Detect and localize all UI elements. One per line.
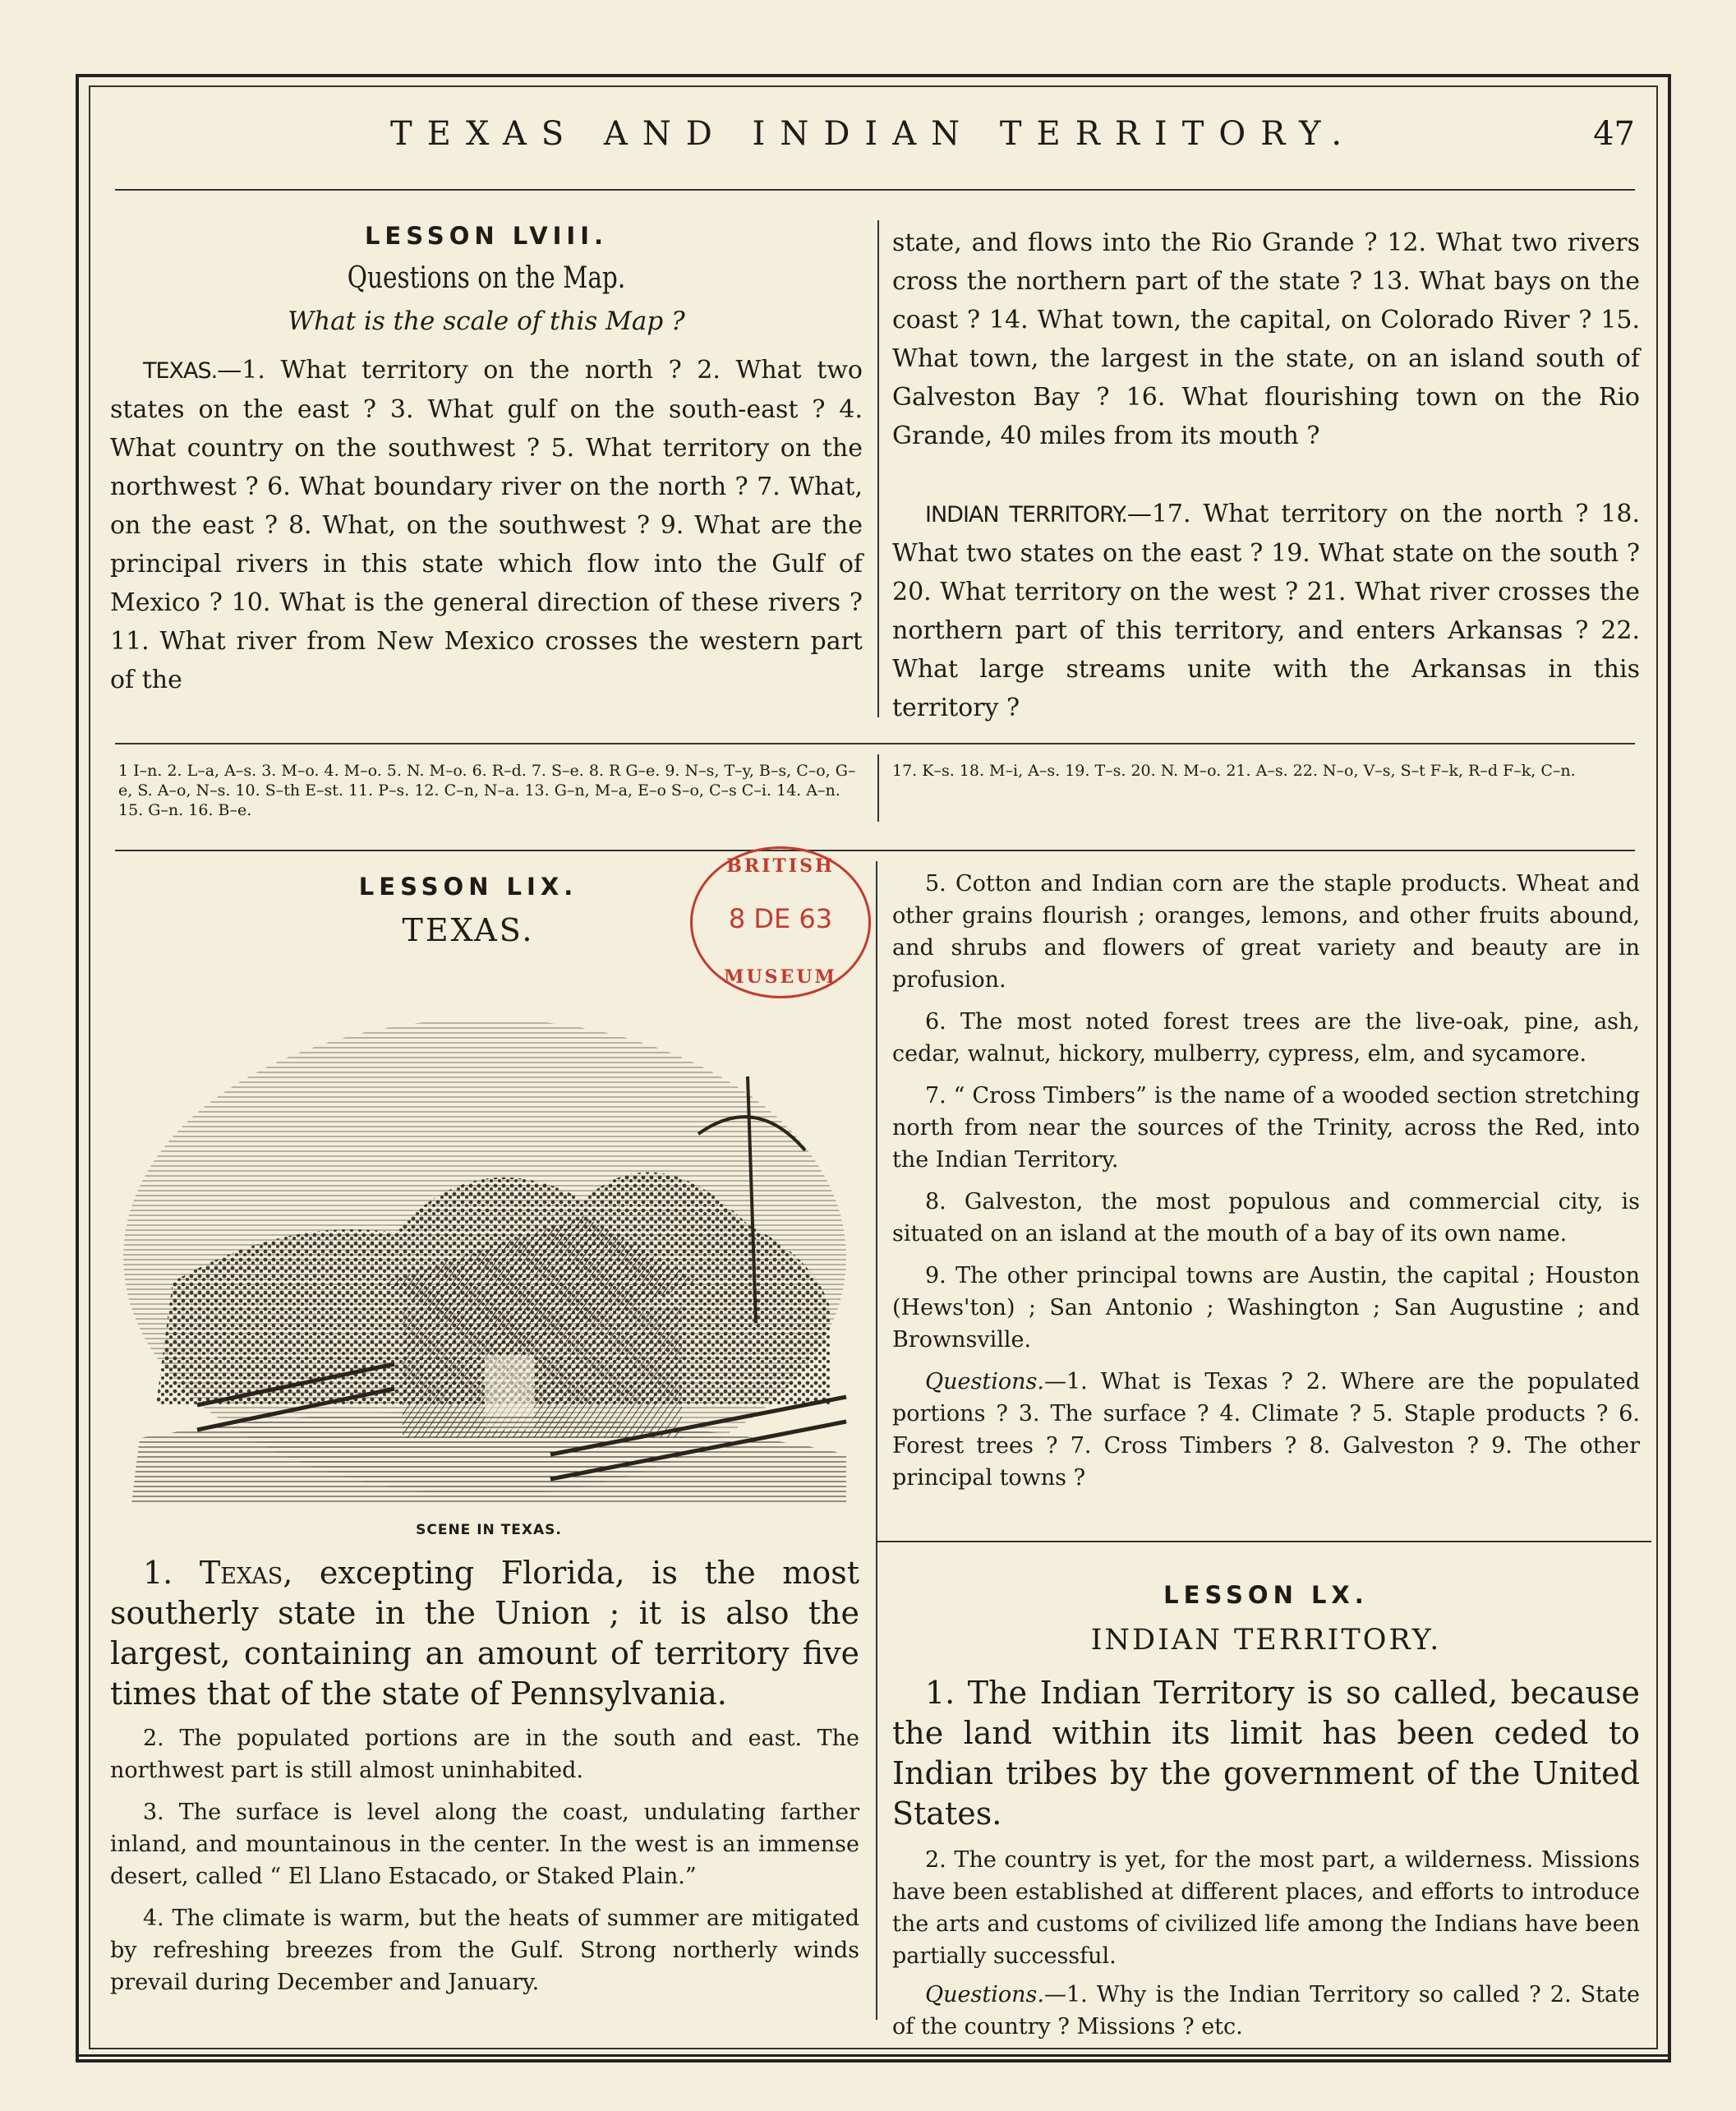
texas-questions-left: —1. What territory on the north ? 2. What two states on the east ? 3. What gulf on the south-east ? 4. What country on the southwest ? 5. What territory on the northwest ? 6. What boundary river on the north ? 7. What, on the east ? 8. What, on the southwest ? 9. What are the principal rivers in this state which flow into the Gulf of Mexico ? 10. What is the general direction of these rivers ? 11. What river from New Mexico crosses the western part of the [110,356,863,694]
texas-review-questions [892,1366,1640,1494]
lesson59-right-text [892,868,1640,1494]
texas-lead: TEXAS. [143,358,218,384]
scene-in-texas-engraving [123,1011,854,1504]
lesson60-rule [877,1541,1651,1542]
texas-questions-lead: Questions. [925,1369,1044,1394]
indian-paragraph-2: 2. The country is yet, for the most part, a wilderness. Missions have been established at different places, and efforts to introduce the arts and customs of civilized life among the Indians have been partially successful. [892,1847,1640,1969]
texas-paragraph-4: 4. The climate is warm, but the heats of summer are mitigated by refreshing breezes from the Gulf. Strong northerly winds prevail during December and January. [110,1906,859,1995]
texas-map-questions [110,351,863,699]
indian-lead: INDIAN TERRITORY. [925,502,1127,528]
stamp-bottom-text: MUSEUM [724,966,837,988]
lesson58-divider [877,220,879,717]
stamp-top-text: BRITISH [726,855,835,877]
british-museum-stamp [690,846,871,998]
texas-paragraph-6: 6. The most noted forest trees are the live-oak, pine, ash, cedar, walnut, hickory, mulberry, cypress, elm, and sycamore. [892,1009,1640,1067]
lesson58-left-column [110,222,863,699]
lesson60-title: INDIAN TERRITORY. [1090,1624,1442,1657]
indian-questions-text: —17. What territory on the north ? 18. What two states on the east ? 19. What state on the south ? 20. What territory on the west ? 21. What river crosses the northern part of this territory, and enters Arkansas ? 22. What large streams unite with the Arkansas in this territory ? [892,500,1640,722]
lesson58-right-column [892,224,1640,727]
texas-paragraph-9: 9. The other principal towns are Austin, the capital ; Houston (Hews'ton) ; San Antonio ; Washington ; San Augustine ; and Brownsville. [892,1263,1640,1353]
texas-paragraph-2: 2. The populated portions are in the south and east. The northwest part is still almost uninhabited. [110,1726,859,1783]
indian-review-questions [892,1979,1640,2043]
stamp-date: 8 DE 63 [728,903,833,934]
texas-paragraph-1 [110,1553,859,1714]
lesson59-left-text [110,1553,859,1998]
texas-p1-lead: 1. Texas, [143,1555,293,1591]
lesson60 [892,1581,1640,2043]
answers-right: 17. K–s. 18. M–i, A–s. 19. T–s. 20. N. M–o. 21. A–s. 22. N–o, V–s, S–t F–k, R–d F–k, C–n. [892,762,1576,780]
texas-paragraph-8: 8. Galveston, the most populous and commercial city, is situated on an island at the mouth of a bay of its own name. [892,1189,1640,1247]
lesson59-label: LESSON LIX. [358,873,578,901]
lesson59-title: TEXAS. [402,912,535,948]
lesson58-label: LESSON LVIII. [364,222,609,250]
engraving-caption: SCENE IN TEXAS. [416,1522,562,1538]
texas-p1-text: excepting Florida, is the most southerly state in the Union ; it is also the largest, containing an amount of territory five times that of the state of Pennsylvania. [110,1555,859,1712]
texas-paragraph-3: 3. The surface is level along the coast, undulating farther inland, and mountainous in the center. In the west is an immense desert, called “ El Llano Estacado, or Staked Plain.” [110,1800,859,1889]
answers-bottom-rule [115,850,1635,851]
answers-divider [877,754,879,822]
indian-territory-questions [892,495,1640,727]
running-head [89,115,1658,164]
texas-paragraph-7: 7. “ Cross Timbers” is the name of a wooded section stretching north from near the sources of the Trinity, across the Red, into the Indian Territory. [892,1083,1640,1173]
indian-questions-text: —1. Why is the Indian Territory so called ? 2. State of the country ? Missions ? etc. [892,1982,1640,2040]
scale-question: What is the scale of this Map ? [288,307,685,336]
indian-questions-lead: Questions. [925,1982,1044,2007]
answers-left: 1 I–n. 2. L–a, A–s. 3. M–o. 4. M–o. 5. N. M–o. 6. R–d. 7. S–e. 8. R G–e. 9. N–s, T–y, B–s, C–o, G–e, S. A–o, N–s. 10. S–th E–st. 11. P–s. 12. C–n, N–a. 13. G–n, M–a, E–o S–o, C–s C–i. 14. A–n. 15. G–n. 16. B–e. [118,762,856,819]
lower-divider [876,861,877,2020]
texas-questions-text: —1. What is Texas ? 2. Where are the populated portions ? 3. The surface ? 4. Climate ? 5. Staple products ? 6. Forest trees ? 7. Cross Timbers ? 8. Galveston ? 9. The other principal towns ? [892,1369,1640,1491]
lesson58-subtitle: Questions on the Map. [347,261,626,295]
indian-paragraph-1: 1. The Indian Territory is so called, because the land within its limit has been ceded to Indian tribes by the government of the United States. [892,1675,1640,1832]
running-title: TEXAS AND INDIAN TERRITORY. [389,115,1357,153]
lesson59-heading [345,873,592,948]
answers-top-rule [115,743,1635,744]
texas-paragraph-5: 5. Cotton and Indian corn are the staple products. Wheat and other grains flourish ; oranges, lemons, and other fruits abound, and shrubs and flowers of great variety and beauty are in profusion. [892,871,1640,993]
header-rule [115,189,1635,191]
bottom-border [76,2054,1671,2062]
page-number: 47 [1593,115,1635,153]
lesson60-label: LESSON LX. [1163,1581,1369,1609]
texas-questions-continued: state, and flows into the Rio Grande ? 12. What two rivers cross the northern part of the state ? 13. What bays on the coast ? 14. What town, the capital, on Colorado River ? 15. What town, the largest in the state, on an island south of Galveston Bay ? 16. What flourishing town on the Rio Grande, 40 miles from its mouth ? [892,228,1640,450]
